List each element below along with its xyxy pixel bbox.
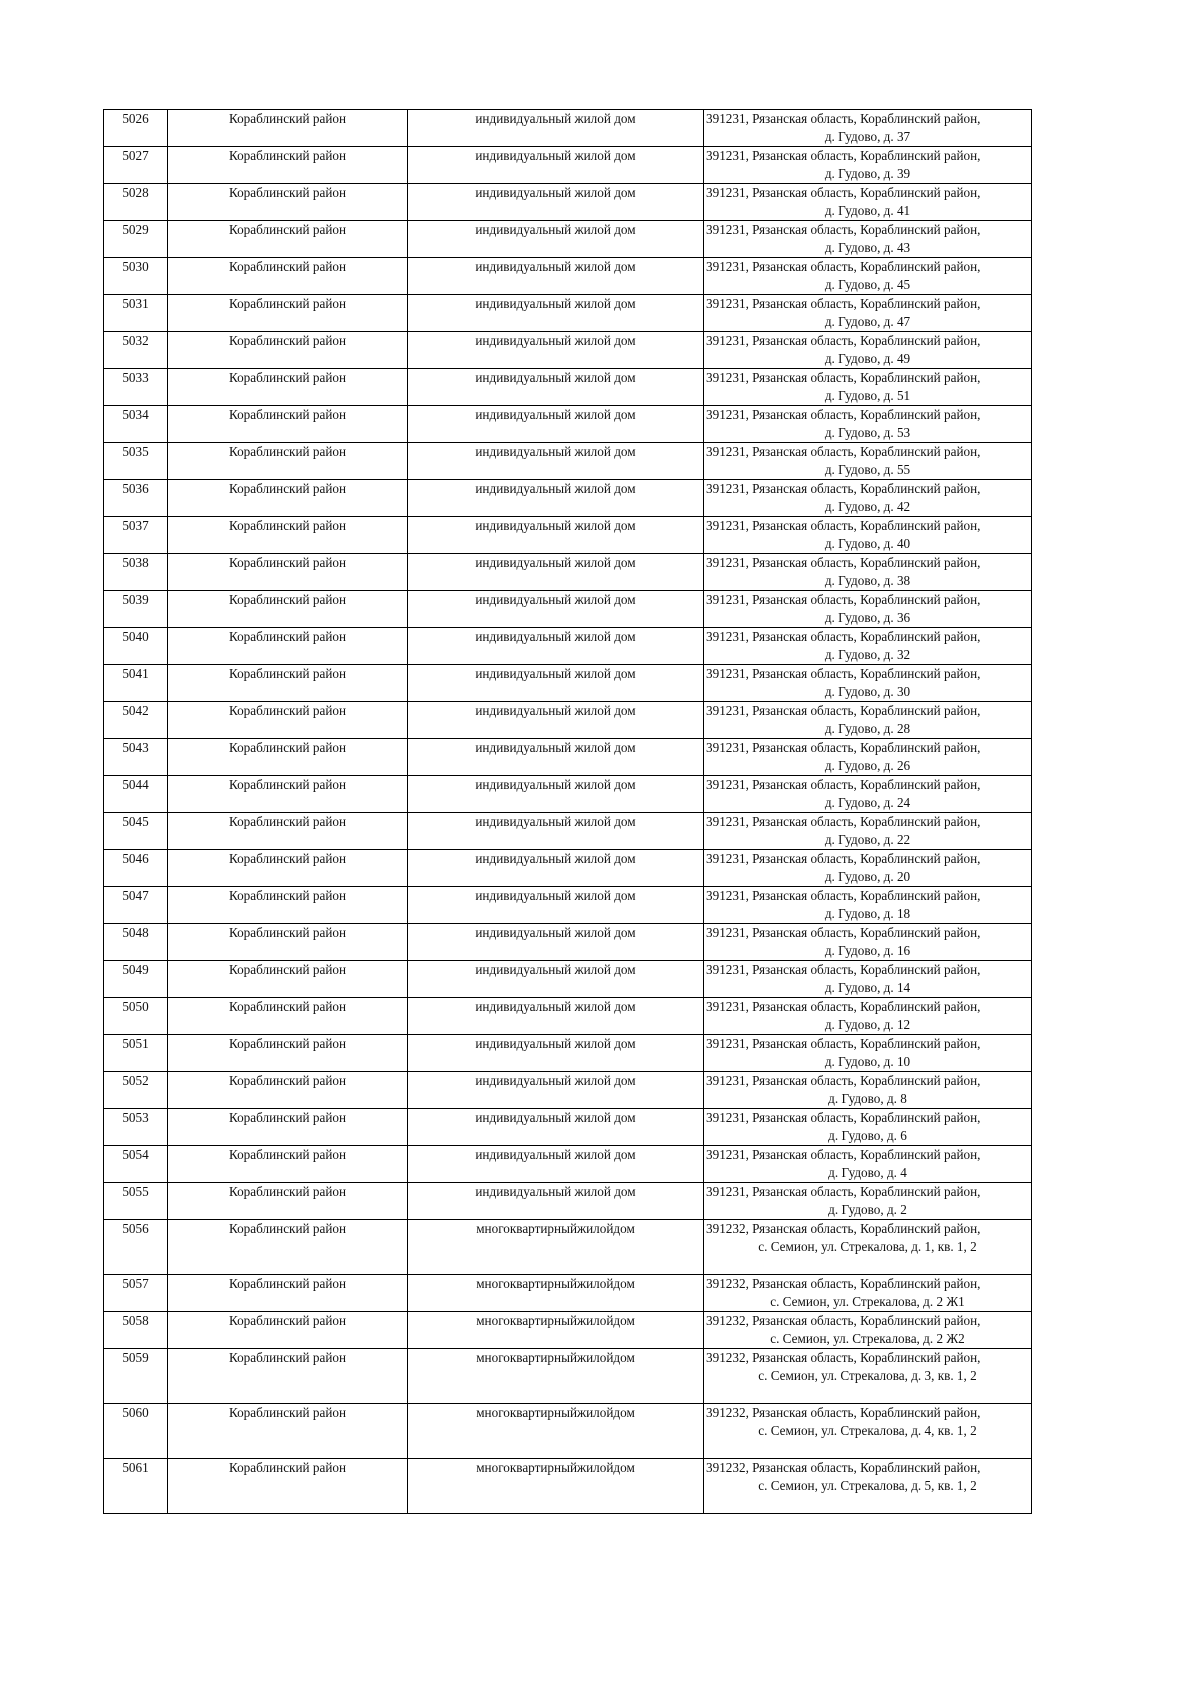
address-line-1: 391231, Рязанская область, Кораблинский район, bbox=[706, 1073, 981, 1088]
district-cell: Кораблинский район bbox=[168, 295, 408, 332]
building-type-cell: индивидуальный жилой дом bbox=[408, 1109, 704, 1146]
district-cell: Кораблинский район bbox=[168, 776, 408, 813]
address-line-1: 391231, Рязанская область, Кораблинский район, bbox=[706, 1184, 981, 1199]
district-cell: Кораблинский район bbox=[168, 1275, 408, 1312]
building-type-cell: индивидуальный жилой дом bbox=[408, 517, 704, 554]
address-cell bbox=[704, 1109, 1032, 1146]
address-line-2: д. Гудово, д. 18 bbox=[824, 906, 911, 921]
district-cell: Кораблинский район bbox=[168, 1183, 408, 1220]
district-cell: Кораблинский район bbox=[168, 110, 408, 147]
address-line-2: д. Гудово, д. 39 bbox=[824, 166, 911, 181]
district-cell: Кораблинский район bbox=[168, 665, 408, 702]
row-number-cell: 5057 bbox=[104, 1275, 168, 1312]
district-cell: Кораблинский район bbox=[168, 887, 408, 924]
address-line-1: 391231, Рязанская область, Кораблинский район, bbox=[706, 851, 981, 866]
address-line-2: д. Гудово, д. 4 bbox=[828, 1165, 907, 1180]
row-number-cell: 5050 bbox=[104, 998, 168, 1035]
address-line-2: д. Гудово, д. 26 bbox=[824, 758, 911, 773]
row-number-cell: 5044 bbox=[104, 776, 168, 813]
district-cell: Кораблинский район bbox=[168, 1109, 408, 1146]
address-line-2: д. Гудово, д. 8 bbox=[828, 1091, 907, 1106]
address-cell bbox=[704, 998, 1032, 1035]
building-type-cell: индивидуальный жилой дом bbox=[408, 776, 704, 813]
address-line-1: 391231, Рязанская область, Кораблинский район, bbox=[706, 814, 981, 829]
address-line-2: д. Гудово, д. 38 bbox=[824, 573, 911, 588]
building-type-cell: индивидуальный жилой дом bbox=[408, 850, 704, 887]
district-cell: Кораблинский район bbox=[168, 1146, 408, 1183]
district-cell: Кораблинский район bbox=[168, 554, 408, 591]
district-cell: Кораблинский район bbox=[168, 591, 408, 628]
row-number-cell: 5028 bbox=[104, 184, 168, 221]
address-line-1: 391231, Рязанская область, Кораблинский район, bbox=[706, 629, 981, 644]
address-line-1: 391231, Рязанская область, Кораблинский район, bbox=[706, 962, 981, 977]
row-number-cell: 5051 bbox=[104, 1035, 168, 1072]
row-number-cell: 5058 bbox=[104, 1312, 168, 1349]
row-number-cell: 5046 bbox=[104, 850, 168, 887]
district-cell: Кораблинский район bbox=[168, 961, 408, 998]
building-type-cell: индивидуальный жилой дом bbox=[408, 665, 704, 702]
table-row bbox=[104, 813, 1032, 850]
table-row bbox=[104, 961, 1032, 998]
table-row bbox=[104, 1109, 1032, 1146]
building-type-cell: индивидуальный жилой дом bbox=[408, 369, 704, 406]
district-cell: Кораблинский район bbox=[168, 332, 408, 369]
address-line-2: д. Гудово, д. 22 bbox=[824, 832, 911, 847]
row-number-cell: 5038 bbox=[104, 554, 168, 591]
address-line-2: д. Гудово, д. 30 bbox=[824, 684, 911, 699]
building-type-cell: индивидуальный жилой дом bbox=[408, 739, 704, 776]
row-number-cell: 5030 bbox=[104, 258, 168, 295]
building-type-cell: индивидуальный жилой дом bbox=[408, 184, 704, 221]
address-line-2: с. Семион, ул. Стрекалова, д. 4, кв. 1, 2 bbox=[758, 1423, 977, 1438]
address-cell bbox=[704, 184, 1032, 221]
address-cell bbox=[704, 554, 1032, 591]
row-number-cell: 5048 bbox=[104, 924, 168, 961]
address-cell bbox=[704, 702, 1032, 739]
address-cell bbox=[704, 924, 1032, 961]
address-cell bbox=[704, 221, 1032, 258]
district-cell: Кораблинский район bbox=[168, 1220, 408, 1275]
district-cell: Кораблинский район bbox=[168, 1459, 408, 1514]
building-type-cell: индивидуальный жилой дом bbox=[408, 813, 704, 850]
address-line-2: д. Гудово, д. 42 bbox=[824, 499, 911, 514]
building-type-cell: индивидуальный жилой дом bbox=[408, 258, 704, 295]
address-cell bbox=[704, 332, 1032, 369]
district-cell: Кораблинский район bbox=[168, 1312, 408, 1349]
district-cell: Кораблинский район bbox=[168, 924, 408, 961]
row-number-cell: 5049 bbox=[104, 961, 168, 998]
table-row bbox=[104, 1035, 1032, 1072]
district-cell: Кораблинский район bbox=[168, 517, 408, 554]
table-row bbox=[104, 406, 1032, 443]
building-type-cell: индивидуальный жилой дом bbox=[408, 406, 704, 443]
address-line-1: 391231, Рязанская область, Кораблинский район, bbox=[706, 888, 981, 903]
district-cell: Кораблинский район bbox=[168, 998, 408, 1035]
table-row bbox=[104, 221, 1032, 258]
building-type-cell: индивидуальный жилой дом bbox=[408, 443, 704, 480]
table-row bbox=[104, 776, 1032, 813]
table-row bbox=[104, 1220, 1032, 1275]
district-cell: Кораблинский район bbox=[168, 850, 408, 887]
address-cell bbox=[704, 1035, 1032, 1072]
table-row bbox=[104, 517, 1032, 554]
table-row bbox=[104, 184, 1032, 221]
address-line-1: 391232, Рязанская область, Кораблинский район, bbox=[706, 1276, 981, 1291]
address-line-2: д. Гудово, д. 36 bbox=[824, 610, 911, 625]
building-type-cell: индивидуальный жилой дом bbox=[408, 628, 704, 665]
address-cell bbox=[704, 1459, 1032, 1514]
row-number-cell: 5045 bbox=[104, 813, 168, 850]
address-line-1: 391231, Рязанская область, Кораблинский район, bbox=[706, 185, 981, 200]
address-cell bbox=[704, 443, 1032, 480]
address-line-2: с. Семион, ул. Стрекалова, д. 5, кв. 1, 2 bbox=[758, 1478, 977, 1493]
table-row bbox=[104, 924, 1032, 961]
address-line-1: 391231, Рязанская область, Кораблинский район, bbox=[706, 1036, 981, 1051]
address-cell bbox=[704, 1404, 1032, 1459]
building-type-cell: индивидуальный жилой дом bbox=[408, 554, 704, 591]
building-type-cell: индивидуальный жилой дом bbox=[408, 591, 704, 628]
address-cell bbox=[704, 813, 1032, 850]
address-line-1: 391232, Рязанская область, Кораблинский район, bbox=[706, 1350, 981, 1365]
table-row bbox=[104, 1183, 1032, 1220]
table-row bbox=[104, 665, 1032, 702]
table-row bbox=[104, 850, 1032, 887]
registry-table-body bbox=[104, 110, 1032, 1514]
table-row bbox=[104, 147, 1032, 184]
building-type-cell: многоквартирныйжилойдом bbox=[408, 1459, 704, 1514]
address-cell bbox=[704, 739, 1032, 776]
row-number-cell: 5041 bbox=[104, 665, 168, 702]
building-type-cell: индивидуальный жилой дом bbox=[408, 1035, 704, 1072]
address-line-1: 391232, Рязанская область, Кораблинский район, bbox=[706, 1313, 981, 1328]
table-row bbox=[104, 591, 1032, 628]
address-line-2: с. Семион, ул. Стрекалова, д. 2 Ж2 bbox=[770, 1331, 965, 1346]
row-number-cell: 5052 bbox=[104, 1072, 168, 1109]
address-line-1: 391231, Рязанская область, Кораблинский район, bbox=[706, 555, 981, 570]
building-type-cell: многоквартирныйжилойдом bbox=[408, 1220, 704, 1275]
row-number-cell: 5027 bbox=[104, 147, 168, 184]
table-row bbox=[104, 369, 1032, 406]
address-line-2: д. Гудово, д. 49 bbox=[824, 351, 911, 366]
address-line-1: 391231, Рязанская область, Кораблинский район, bbox=[706, 407, 981, 422]
address-line-2: д. Гудово, д. 43 bbox=[824, 240, 911, 255]
address-line-2: д. Гудово, д. 28 bbox=[824, 721, 911, 736]
row-number-cell: 5055 bbox=[104, 1183, 168, 1220]
address-line-1: 391231, Рязанская область, Кораблинский район, bbox=[706, 333, 981, 348]
row-number-cell: 5061 bbox=[104, 1459, 168, 1514]
building-type-cell: многоквартирныйжилойдом bbox=[408, 1312, 704, 1349]
address-line-1: 391231, Рязанская область, Кораблинский район, bbox=[706, 111, 981, 126]
district-cell: Кораблинский район bbox=[168, 443, 408, 480]
address-line-1: 391231, Рязанская область, Кораблинский район, bbox=[706, 444, 981, 459]
address-line-1: 391232, Рязанская область, Кораблинский район, bbox=[706, 1405, 981, 1420]
row-number-cell: 5035 bbox=[104, 443, 168, 480]
address-line-2: д. Гудово, д. 20 bbox=[824, 869, 911, 884]
address-cell bbox=[704, 1072, 1032, 1109]
table-row bbox=[104, 295, 1032, 332]
row-number-cell: 5036 bbox=[104, 480, 168, 517]
district-cell: Кораблинский район bbox=[168, 258, 408, 295]
address-line-1: 391232, Рязанская область, Кораблинский район, bbox=[706, 1460, 981, 1475]
address-line-1: 391231, Рязанская область, Кораблинский район, bbox=[706, 518, 981, 533]
district-cell: Кораблинский район bbox=[168, 221, 408, 258]
row-number-cell: 5053 bbox=[104, 1109, 168, 1146]
row-number-cell: 5032 bbox=[104, 332, 168, 369]
row-number-cell: 5039 bbox=[104, 591, 168, 628]
address-line-1: 391231, Рязанская область, Кораблинский район, bbox=[706, 370, 981, 385]
address-line-1: 391231, Рязанская область, Кораблинский район, bbox=[706, 740, 981, 755]
address-line-2: д. Гудово, д. 6 bbox=[828, 1128, 907, 1143]
address-line-1: 391231, Рязанская область, Кораблинский район, bbox=[706, 777, 981, 792]
district-cell: Кораблинский район bbox=[168, 147, 408, 184]
table-row bbox=[104, 1146, 1032, 1183]
building-type-cell: индивидуальный жилой дом bbox=[408, 295, 704, 332]
address-line-2: д. Гудово, д. 16 bbox=[824, 943, 911, 958]
address-cell bbox=[704, 406, 1032, 443]
building-type-cell: многоквартирныйжилойдом bbox=[408, 1349, 704, 1404]
building-type-cell: индивидуальный жилой дом bbox=[408, 998, 704, 1035]
table-row bbox=[104, 554, 1032, 591]
row-number-cell: 5033 bbox=[104, 369, 168, 406]
district-cell: Кораблинский район bbox=[168, 184, 408, 221]
address-line-2: д. Гудово, д. 55 bbox=[824, 462, 911, 477]
row-number-cell: 5040 bbox=[104, 628, 168, 665]
building-type-cell: индивидуальный жилой дом bbox=[408, 147, 704, 184]
address-cell bbox=[704, 1146, 1032, 1183]
row-number-cell: 5059 bbox=[104, 1349, 168, 1404]
table-row bbox=[104, 332, 1032, 369]
address-line-2: д. Гудово, д. 12 bbox=[824, 1017, 911, 1032]
table-row bbox=[104, 1275, 1032, 1312]
district-cell: Кораблинский район bbox=[168, 1349, 408, 1404]
row-number-cell: 5056 bbox=[104, 1220, 168, 1275]
building-type-cell: индивидуальный жилой дом bbox=[408, 221, 704, 258]
table-row bbox=[104, 258, 1032, 295]
row-number-cell: 5047 bbox=[104, 887, 168, 924]
building-type-cell: индивидуальный жилой дом bbox=[408, 332, 704, 369]
address-line-2: д. Гудово, д. 32 bbox=[824, 647, 911, 662]
address-cell bbox=[704, 628, 1032, 665]
address-line-2: д. Гудово, д. 10 bbox=[824, 1054, 911, 1069]
address-cell bbox=[704, 295, 1032, 332]
address-cell bbox=[704, 480, 1032, 517]
address-line-2: д. Гудово, д. 40 bbox=[824, 536, 911, 551]
building-type-cell: индивидуальный жилой дом bbox=[408, 480, 704, 517]
district-cell: Кораблинский район bbox=[168, 813, 408, 850]
address-cell bbox=[704, 591, 1032, 628]
address-cell bbox=[704, 369, 1032, 406]
address-line-1: 391231, Рязанская область, Кораблинский район, bbox=[706, 666, 981, 681]
district-cell: Кораблинский район bbox=[168, 406, 408, 443]
registry-table bbox=[103, 109, 1032, 1514]
row-number-cell: 5031 bbox=[104, 295, 168, 332]
row-number-cell: 5029 bbox=[104, 221, 168, 258]
table-row bbox=[104, 628, 1032, 665]
row-number-cell: 5042 bbox=[104, 702, 168, 739]
address-line-2: д. Гудово, д. 53 bbox=[824, 425, 911, 440]
address-cell bbox=[704, 1275, 1032, 1312]
table-row bbox=[104, 110, 1032, 147]
building-type-cell: индивидуальный жилой дом bbox=[408, 961, 704, 998]
address-line-2: с. Семион, ул. Стрекалова, д. 2 Ж1 bbox=[770, 1294, 965, 1309]
address-cell bbox=[704, 850, 1032, 887]
address-cell bbox=[704, 147, 1032, 184]
building-type-cell: индивидуальный жилой дом bbox=[408, 1072, 704, 1109]
table-row bbox=[104, 1349, 1032, 1404]
district-cell: Кораблинский район bbox=[168, 739, 408, 776]
row-number-cell: 5060 bbox=[104, 1404, 168, 1459]
row-number-cell: 5037 bbox=[104, 517, 168, 554]
address-line-1: 391231, Рязанская область, Кораблинский район, bbox=[706, 259, 981, 274]
district-cell: Кораблинский район bbox=[168, 1072, 408, 1109]
row-number-cell: 5043 bbox=[104, 739, 168, 776]
address-line-2: с. Семион, ул. Стрекалова, д. 3, кв. 1, 2 bbox=[758, 1368, 977, 1383]
address-line-2: д. Гудово, д. 24 bbox=[824, 795, 911, 810]
address-line-1: 391231, Рязанская область, Кораблинский район, bbox=[706, 481, 981, 496]
address-line-2: д. Гудово, д. 47 bbox=[824, 314, 911, 329]
address-line-2: д. Гудово, д. 37 bbox=[824, 129, 911, 144]
address-cell bbox=[704, 517, 1032, 554]
table-row bbox=[104, 887, 1032, 924]
district-cell: Кораблинский район bbox=[168, 702, 408, 739]
address-line-2: д. Гудово, д. 45 bbox=[824, 277, 911, 292]
district-cell: Кораблинский район bbox=[168, 480, 408, 517]
address-cell bbox=[704, 1183, 1032, 1220]
address-cell bbox=[704, 961, 1032, 998]
table-row bbox=[104, 1312, 1032, 1349]
building-type-cell: многоквартирныйжилойдом bbox=[408, 1404, 704, 1459]
address-line-1: 391232, Рязанская область, Кораблинский район, bbox=[706, 1221, 981, 1236]
table-row bbox=[104, 443, 1032, 480]
building-type-cell: многоквартирныйжилойдом bbox=[408, 1275, 704, 1312]
address-cell bbox=[704, 887, 1032, 924]
address-line-1: 391231, Рязанская область, Кораблинский район, bbox=[706, 222, 981, 237]
address-cell bbox=[704, 258, 1032, 295]
table-row bbox=[104, 739, 1032, 776]
address-line-1: 391231, Рязанская область, Кораблинский район, bbox=[706, 1110, 981, 1125]
address-cell bbox=[704, 1312, 1032, 1349]
address-line-1: 391231, Рязанская область, Кораблинский район, bbox=[706, 999, 981, 1014]
address-line-1: 391231, Рязанская область, Кораблинский район, bbox=[706, 592, 981, 607]
row-number-cell: 5054 bbox=[104, 1146, 168, 1183]
district-cell: Кораблинский район bbox=[168, 628, 408, 665]
address-line-1: 391231, Рязанская область, Кораблинский район, bbox=[706, 1147, 981, 1162]
table-row bbox=[104, 1459, 1032, 1514]
building-type-cell: индивидуальный жилой дом bbox=[408, 702, 704, 739]
address-line-2: с. Семион, ул. Стрекалова, д. 1, кв. 1, 2 bbox=[758, 1239, 977, 1254]
address-cell bbox=[704, 1349, 1032, 1404]
address-line-1: 391231, Рязанская область, Кораблинский район, bbox=[706, 296, 981, 311]
address-line-1: 391231, Рязанская область, Кораблинский район, bbox=[706, 925, 981, 940]
address-line-1: 391231, Рязанская область, Кораблинский район, bbox=[706, 703, 981, 718]
table-row bbox=[104, 998, 1032, 1035]
row-number-cell: 5034 bbox=[104, 406, 168, 443]
table-row bbox=[104, 1404, 1032, 1459]
address-cell bbox=[704, 776, 1032, 813]
table-row bbox=[104, 1072, 1032, 1109]
table-row bbox=[104, 480, 1032, 517]
address-cell bbox=[704, 665, 1032, 702]
address-cell bbox=[704, 110, 1032, 147]
building-type-cell: индивидуальный жилой дом bbox=[408, 887, 704, 924]
building-type-cell: индивидуальный жилой дом bbox=[408, 110, 704, 147]
building-type-cell: индивидуальный жилой дом bbox=[408, 1146, 704, 1183]
table-row bbox=[104, 702, 1032, 739]
row-number-cell: 5026 bbox=[104, 110, 168, 147]
address-cell bbox=[704, 1220, 1032, 1275]
district-cell: Кораблинский район bbox=[168, 1404, 408, 1459]
building-type-cell: индивидуальный жилой дом bbox=[408, 924, 704, 961]
building-type-cell: индивидуальный жилой дом bbox=[408, 1183, 704, 1220]
address-line-2: д. Гудово, д. 41 bbox=[824, 203, 911, 218]
address-line-1: 391231, Рязанская область, Кораблинский район, bbox=[706, 148, 981, 163]
address-line-2: д. Гудово, д. 51 bbox=[824, 388, 911, 403]
address-line-2: д. Гудово, д. 2 bbox=[828, 1202, 907, 1217]
address-line-2: д. Гудово, д. 14 bbox=[824, 980, 911, 995]
district-cell: Кораблинский район bbox=[168, 369, 408, 406]
district-cell: Кораблинский район bbox=[168, 1035, 408, 1072]
